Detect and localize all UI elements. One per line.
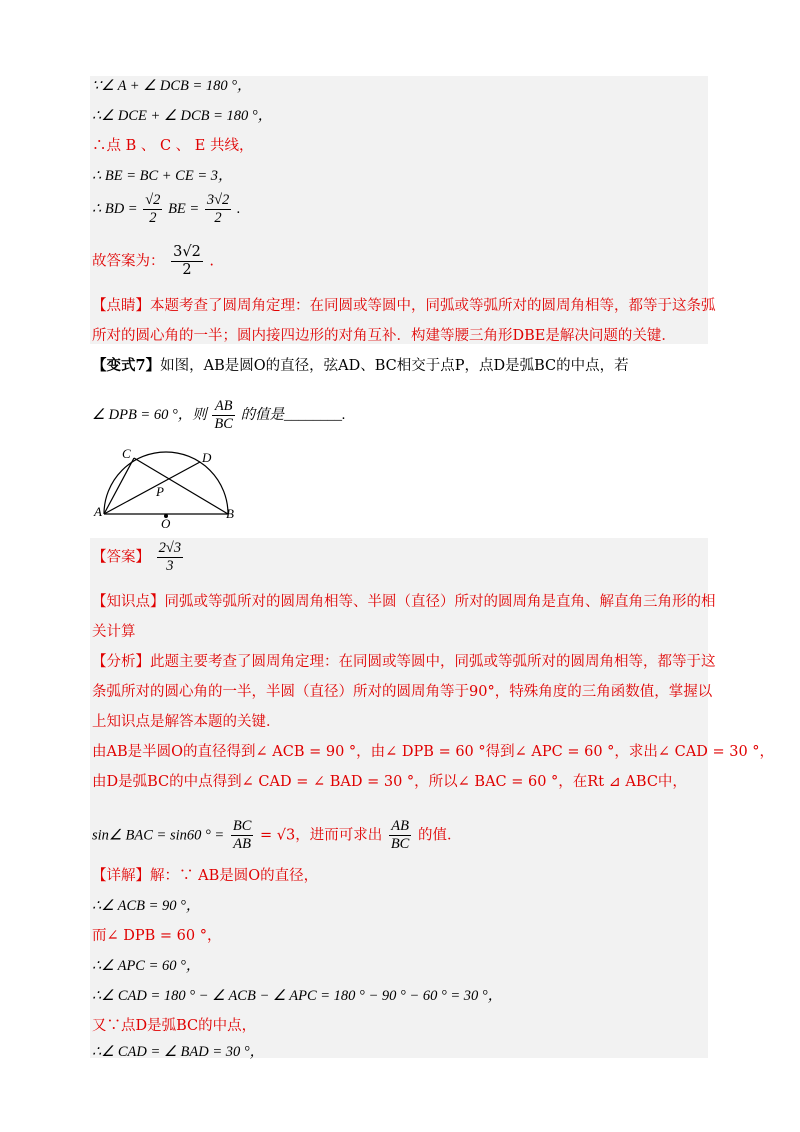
fraction: $\frac{2√3}{3}$	[158, 540, 182, 574]
label-p: P	[156, 484, 164, 499]
analysis-line-3: 上知识点是解答本题的关键．	[92, 714, 281, 730]
answer-tag-line: 【答案】 $\frac{2√3}{3}$	[92, 540, 182, 574]
answer-line: 故答案为： $\frac{3√2}{2}$ .	[92, 244, 215, 278]
variant-7-question-2: ∠ DPB = 60 °，则 $\frac{AB}{BC}$ 的值是________.	[92, 398, 346, 432]
analysis-line-6: sin∠ BAC = sin60 ° = $\frac{BC}{AB}$ = √3，进而可求出 $\frac{AB}{BC}$ 的值．	[92, 818, 462, 852]
fraction: $\frac{√2}{2}$	[145, 192, 161, 226]
variant-tag: 【变式7】	[92, 357, 161, 374]
step-line-3: ∴点 B 、 C 、 E 共线，	[92, 138, 254, 154]
label-c: C	[122, 446, 131, 461]
solution-block-2	[90, 538, 708, 1058]
fraction: $\frac{3√2}{2}$	[173, 244, 201, 278]
analysis-line-1: 【分析】此题主要考查了圆周角定理：在同圆或等圆中，同弧或等弧所对的圆周角相等，都等于这	[92, 654, 716, 670]
detail-line-4: ∴∠ APC = 60 °，	[92, 958, 201, 974]
chord-bc	[134, 458, 228, 514]
step-line-4: ∴ BE = BC + CE = 3，	[92, 168, 233, 184]
knowledge-line-2: 关计算	[92, 624, 136, 640]
fraction: $\frac{AB}{BC}$	[214, 398, 233, 432]
semicircle-diagram	[90, 442, 240, 528]
fraction: $\frac{AB}{BC}$	[390, 818, 410, 852]
variant-7-question: 【变式7】如图，AB是圆O的直径，弦AD、BC相交于点P，点D是弧BC的中点，若	[92, 357, 629, 374]
detail-line-6: 又∵点D是弧BC的中点，	[92, 1018, 257, 1034]
step-line-2: ∴∠ DCE + ∠ DCB = 180 °，	[92, 108, 273, 124]
analysis-line-5: 由D是弧BC的中点得到∠ CAD = ∠ BAD = 30 °，所以∠ BAC = 60 °，在Rt ⊿ ABC中，	[92, 774, 687, 790]
label-o: O	[161, 516, 171, 528]
detail-line-1: 【详解】解：∵ AB是圆O的直径，	[92, 868, 319, 884]
knowledge-line-1: 【知识点】同弧或等弧所对的圆周角相等、半圆（直径）所对的圆周角是直角、解直角三角形的相	[92, 594, 716, 610]
comment-line-1: 【点睛】本题考查了圆周角定理：在同圆或等圆中，同弧或等弧所对的圆周角相等，都等于这条弧	[92, 298, 716, 314]
detail-line-2: ∴∠ ACB = 90 °，	[92, 898, 201, 914]
detail-line-3: 而∠ DPB = 60 °，	[92, 928, 222, 944]
comment-line-2: 所对的圆心角的一半；圆内接四边形的对角互补．构建等腰三角形DBE是解决问题的关键．	[92, 328, 676, 344]
label-b: B	[226, 506, 234, 521]
detail-line-7: ∴∠ CAD = ∠ BAD = 30 °，	[92, 1044, 265, 1060]
fraction: $\frac{BC}{AB}$	[232, 818, 252, 852]
step-line-1: ∵∠ A + ∠ DCB = 180 °，	[92, 78, 252, 94]
fraction: $\frac{3√2}{2}$	[206, 192, 230, 226]
step-line-5: ∴ BD = $\frac{√2}{2}$ BE = $\frac{3√2}{2}$ .	[92, 192, 241, 226]
analysis-line-2: 条弧所对的圆心角的一半，半圆（直径）所对的圆周角等于90°，特殊角度的三角函数值，掌握以	[92, 684, 713, 700]
label-d: D	[202, 450, 212, 465]
label-a: A	[94, 504, 102, 519]
detail-line-5: ∴∠ CAD = 180 ° − ∠ ACB − ∠ APC = 180 ° − 90 ° − 60 ° = 30 °，	[92, 988, 503, 1004]
analysis-line-4: 由AB是半圆O的直径得到∠ ACB = 90 °，由∠ DPB = 60 °得到∠ APC = 60 °，求出∠ CAD = 30 °，	[92, 744, 775, 760]
